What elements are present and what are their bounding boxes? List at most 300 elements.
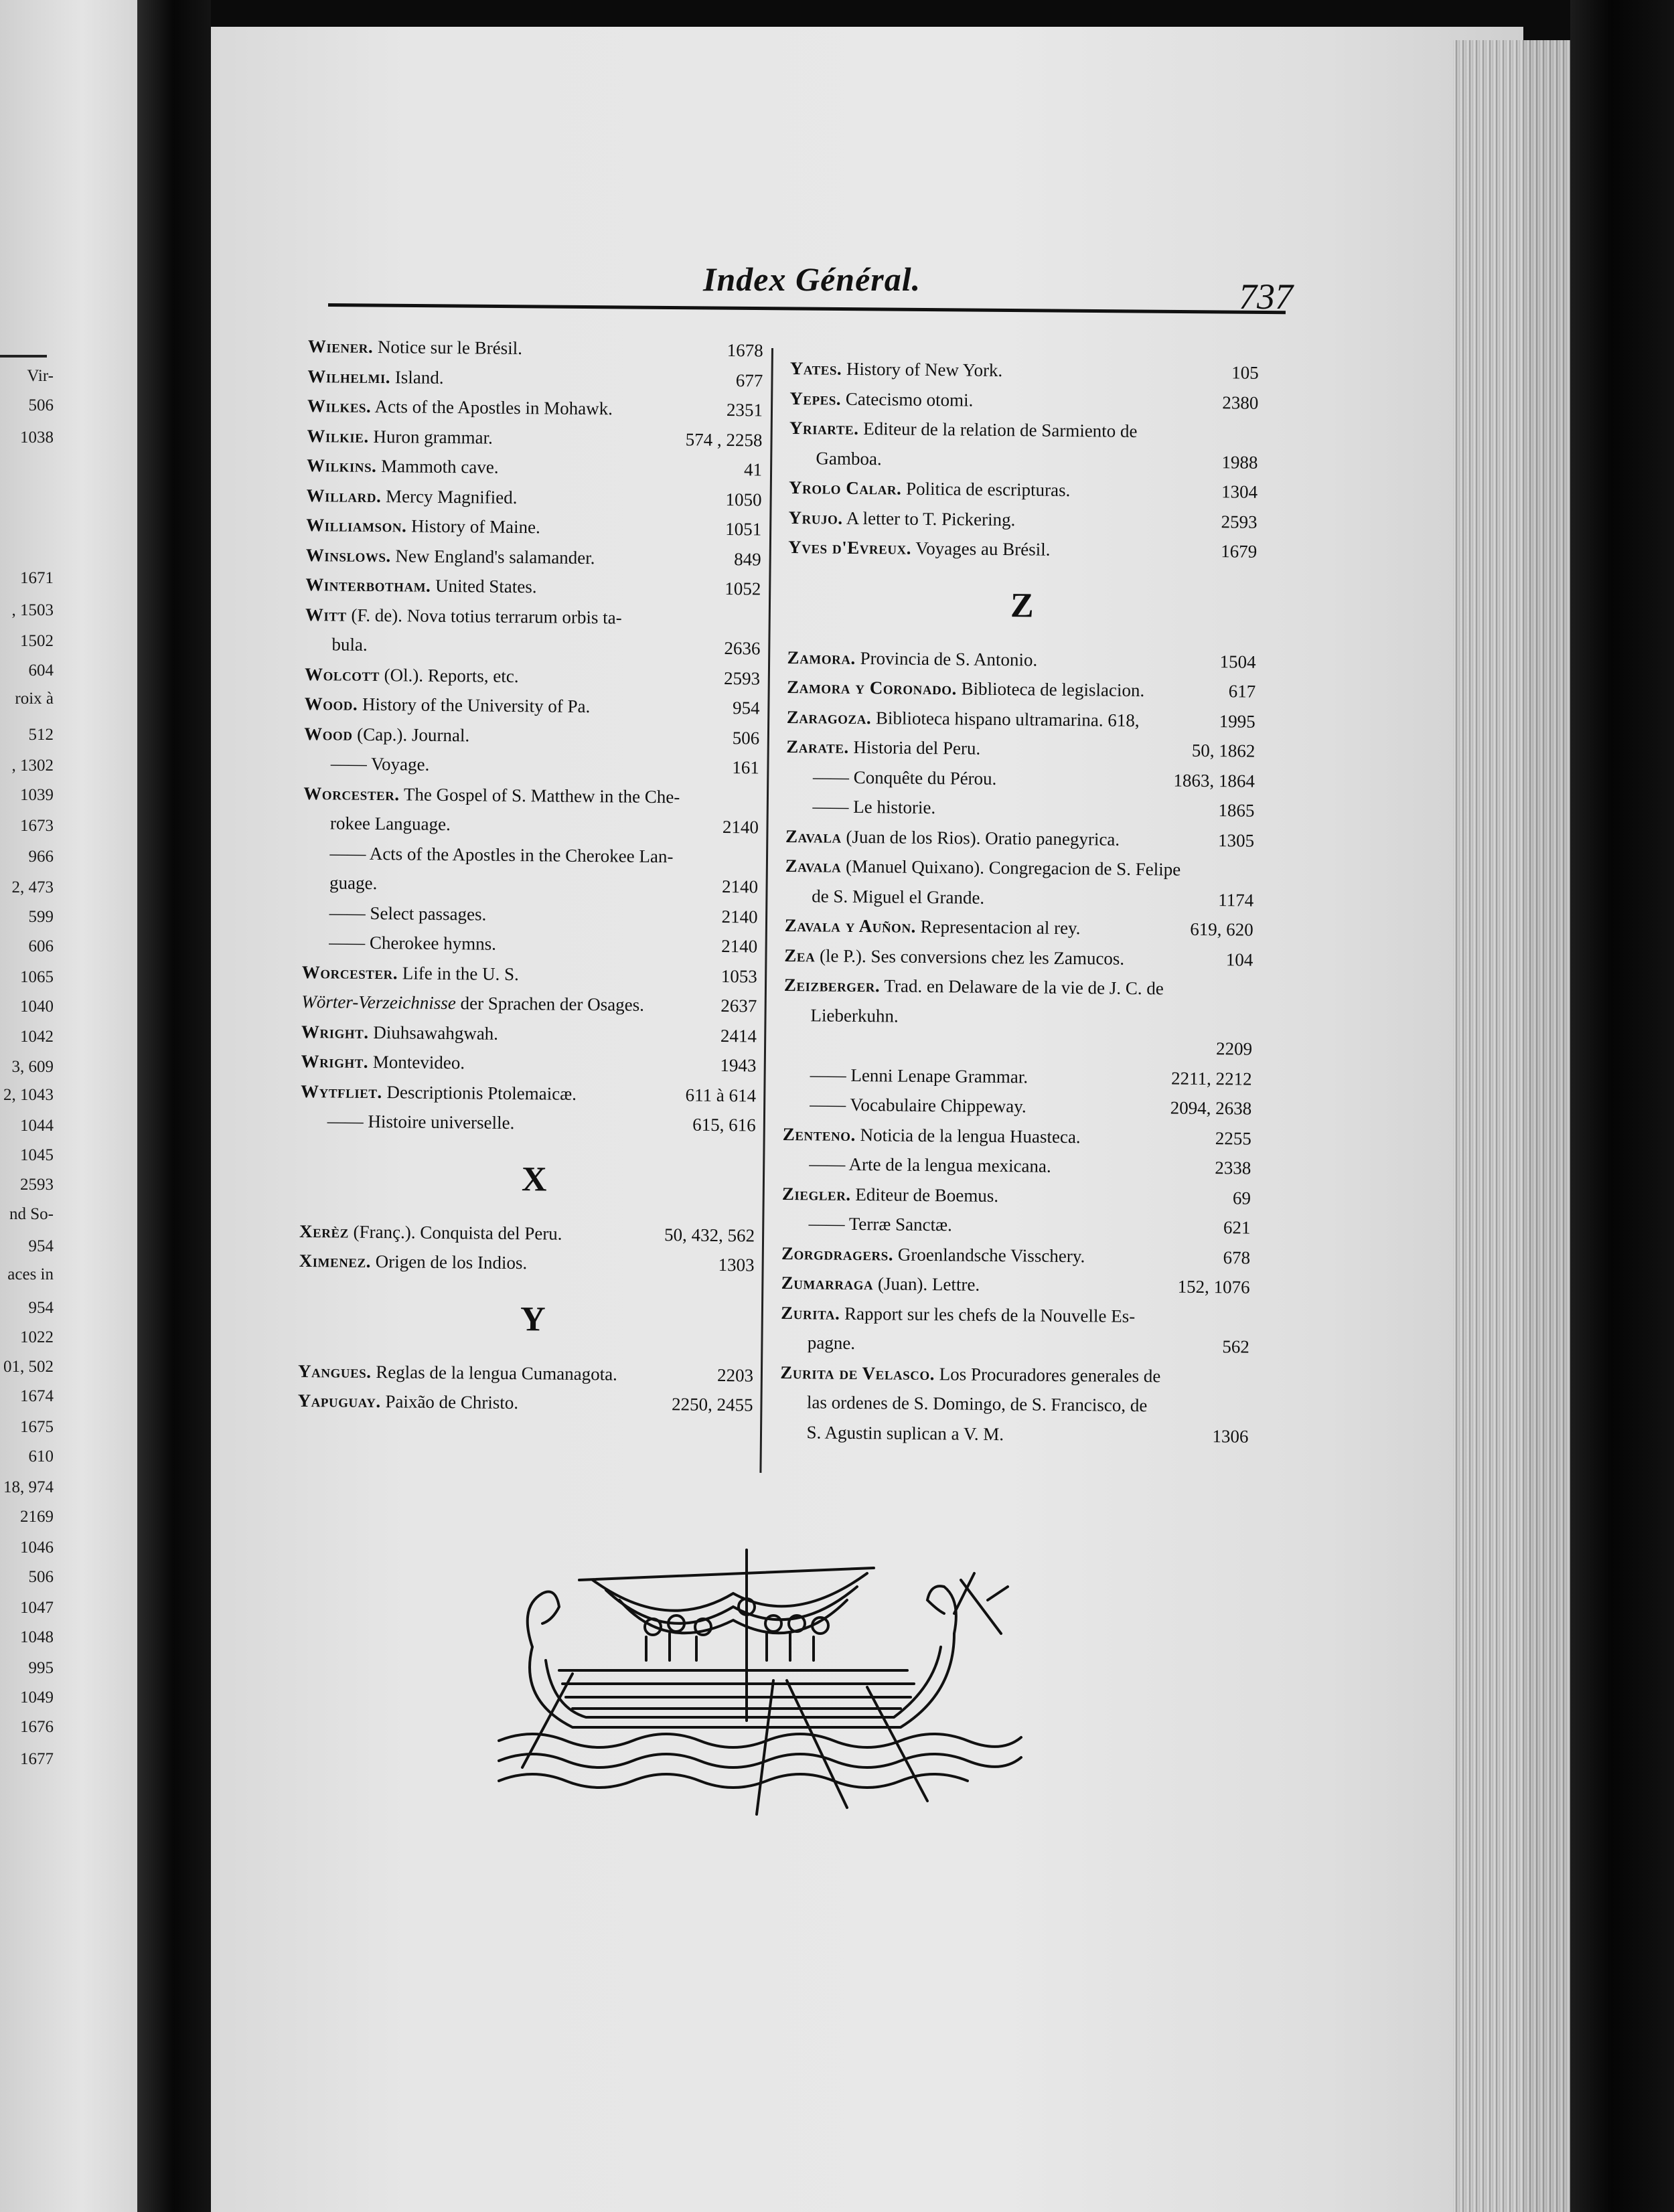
- entry-text: [304, 689, 590, 722]
- entry-page-ref: 1995: [1219, 710, 1256, 732]
- y-entries: [297, 1356, 753, 1420]
- page-number: 737: [1239, 276, 1293, 317]
- right-column: [779, 353, 1259, 1451]
- entry-title: Mammoth cave.: [376, 455, 499, 477]
- entry-text: [785, 821, 1120, 854]
- index-entry: [303, 838, 758, 872]
- entry-title: Biblioteca hispano ultramarina. 618,: [871, 707, 1140, 730]
- entry-text: [781, 1297, 1135, 1331]
- index-entry: [790, 353, 1259, 388]
- index-entry: [303, 778, 759, 812]
- entry-title: (Franç.). Conquista del Peru.: [348, 1221, 562, 1244]
- index-entry: [307, 391, 763, 425]
- entry-title: —— Lenni Lenape Grammar.: [810, 1064, 1029, 1087]
- entry-text: [788, 502, 1015, 534]
- entry-text: [302, 957, 519, 989]
- index-entry: [301, 1016, 757, 1050]
- index-entry: [785, 821, 1254, 855]
- entry-text: [304, 718, 469, 750]
- entry-author: Zamora y Coronado.: [787, 676, 957, 699]
- entry-page-ref: 152, 1076: [1177, 1276, 1250, 1297]
- index-entry: [307, 451, 762, 485]
- entry-title: guage.: [329, 872, 378, 894]
- entry-title: —— Arte de la lengua mexicana.: [809, 1154, 1051, 1176]
- previous-page-fragment: , 1503: [11, 601, 54, 619]
- entry-author: Wilkes.: [307, 395, 372, 416]
- entry-text: [786, 732, 980, 763]
- entry-title: Editeur de la relation de Sarmiento de: [858, 418, 1138, 441]
- entry-text: [782, 1149, 1051, 1181]
- entry-text: [785, 880, 984, 912]
- entry-page-ref: 41: [743, 459, 763, 480]
- entry-author: Yates.: [789, 358, 842, 379]
- entry-title: (Cap.). Journal.: [352, 724, 470, 745]
- entry-text: [784, 970, 1164, 1004]
- entry-text: [307, 391, 613, 424]
- entry-page-ref: 2250, 2455: [672, 1394, 753, 1415]
- entry-text: [303, 808, 451, 840]
- entry-page-ref: 1304: [1221, 481, 1258, 502]
- previous-page-fragment: 1042: [20, 1028, 54, 1046]
- entry-page-ref: 2140: [721, 935, 758, 957]
- entry-text: [307, 451, 499, 482]
- entry-page-ref: 619, 620: [1190, 919, 1253, 940]
- entry-title: Editeur de Boemus.: [850, 1184, 999, 1206]
- entry-page-ref: 506: [732, 727, 760, 748]
- entry-text: [304, 748, 430, 779]
- running-head: Index Général.: [703, 260, 921, 298]
- index-entry: [780, 1387, 1249, 1421]
- entry-author: Winterbotham.: [305, 574, 431, 596]
- entry-author: Wolcott: [304, 663, 380, 685]
- entry-title: Politica de escripturas.: [901, 478, 1071, 501]
- index-entry: [299, 1246, 754, 1280]
- entry-author: Yrolo Calar.: [788, 477, 902, 499]
- index-entry: [302, 897, 757, 931]
- entry-title: —— Vocabulaire Chippeway.: [810, 1094, 1026, 1117]
- entry-title: (le P.). Ses conversions chez les Zamucos.: [815, 945, 1125, 969]
- entry-title: (Ol.). Reports, etc.: [379, 664, 519, 686]
- entry-text: [780, 1357, 1160, 1391]
- previous-page-fragment: 1676: [20, 1718, 54, 1736]
- previous-page-rule: [0, 355, 47, 358]
- index-entry: [781, 1238, 1250, 1272]
- previous-page-fragment: Vir-: [27, 367, 54, 385]
- entry-page-ref: 50, 432, 562: [664, 1224, 755, 1245]
- previous-page-fragment: 1502: [20, 632, 54, 650]
- index-entry: [789, 383, 1258, 417]
- entry-text: [783, 1119, 1081, 1152]
- entry-text: [308, 331, 523, 364]
- index-entry: [784, 940, 1253, 974]
- entry-title: Los Procuradores generales de: [934, 1363, 1161, 1386]
- entry-title: Trad. en Delaware de la vie de J. C. de: [880, 975, 1164, 999]
- entry-title: —— Cherokee hymns.: [329, 932, 497, 954]
- index-entry: [308, 331, 763, 366]
- index-entry: [301, 1076, 756, 1110]
- entry-author: Yriarte.: [789, 417, 859, 439]
- entry-author: Zavala y Auñon.: [784, 915, 917, 937]
- index-entry: [305, 629, 760, 663]
- entry-text: [302, 897, 486, 929]
- entry-text: [789, 443, 882, 473]
- entry-title: Acts of the Apostles in Mohawk.: [371, 396, 613, 419]
- previous-page-fragment: 610: [28, 1447, 54, 1466]
- entry-title: pagne.: [807, 1332, 856, 1353]
- entry-text: [788, 532, 1051, 564]
- index-entry: [297, 1386, 753, 1420]
- index-entry: [301, 1046, 756, 1081]
- entry-title: —— Histoire universelle.: [327, 1111, 515, 1133]
- book-gutter: [137, 0, 211, 2212]
- entry-text: [786, 761, 997, 793]
- entry-author: Zavala: [785, 825, 842, 847]
- entry-title: —— Acts of the Apostles in the Cherokee Lan-: [329, 842, 674, 866]
- entry-page-ref: 2140: [722, 816, 759, 838]
- index-entry: [305, 599, 761, 633]
- entry-text: [784, 940, 1124, 973]
- entry-page-ref: 1988: [1221, 451, 1258, 473]
- entry-title: Catecismo otomi.: [840, 388, 974, 410]
- entry-page-ref: 1051: [725, 518, 762, 540]
- entry-page-ref: 849: [734, 548, 761, 570]
- index-entry: [788, 532, 1257, 566]
- previous-page-fragment: 1022: [20, 1328, 54, 1346]
- index-entry: [788, 502, 1257, 536]
- entry-author: Yapuguay.: [297, 1390, 381, 1412]
- entry-text: [297, 1386, 518, 1418]
- entry-title: Island.: [390, 366, 444, 388]
- section-letter-x: X: [521, 1160, 547, 1198]
- index-entry: [785, 851, 1253, 885]
- entry-text: [305, 599, 622, 632]
- entry-page-ref: 2211, 2212: [1170, 1068, 1252, 1089]
- entry-text: [783, 1000, 899, 1030]
- entry-title: History of the University of Pa.: [358, 694, 591, 717]
- entry-author: Zorgdragers.: [781, 1243, 894, 1265]
- entry-text: [781, 1268, 980, 1299]
- index-entry: [304, 718, 759, 753]
- index-entry: [306, 540, 761, 574]
- index-entry: [305, 659, 760, 693]
- entry-title: Paixão de Christo.: [380, 1391, 519, 1413]
- entry-title: Huron grammar.: [368, 426, 493, 448]
- entry-text: [303, 868, 378, 898]
- entry-author: Worcester.: [301, 961, 398, 983]
- page-edges: [1453, 40, 1570, 2212]
- entry-text: [301, 1016, 498, 1048]
- index-entry: [304, 748, 759, 783]
- entry-page-ref: 2255: [1215, 1127, 1251, 1149]
- index-entry: [298, 1356, 753, 1390]
- entry-title: rokee Language.: [329, 813, 451, 835]
- entry-page-ref: 2414: [720, 1025, 757, 1046]
- index-entry: [781, 1328, 1249, 1362]
- index-entry: [783, 1000, 1252, 1034]
- index-entry: [787, 702, 1256, 736]
- entry-title: Groenlandsche Visschery.: [893, 1244, 1085, 1266]
- right-y-entries: [788, 353, 1259, 566]
- index-entry: [787, 672, 1256, 706]
- entry-page-ref: 1053: [720, 965, 757, 986]
- entry-page-ref: 2351: [726, 400, 763, 420]
- index-entry: [299, 1216, 755, 1250]
- previous-page-fragment: 1671: [20, 569, 54, 587]
- entry-title: —— Voyage.: [330, 753, 430, 775]
- index-entry: [306, 480, 761, 514]
- entry-text: [782, 1178, 999, 1210]
- index-entry: [303, 808, 759, 842]
- x-entries: [299, 1216, 755, 1280]
- entry-title: de S. Miguel el Grande.: [812, 885, 985, 908]
- previous-page-fragment: 512: [28, 726, 54, 744]
- section-letter-y: Y: [520, 1299, 546, 1338]
- entry-text: [302, 927, 496, 959]
- entry-title: History of New York.: [842, 358, 1003, 381]
- entry-page-ref: 2636: [724, 637, 761, 659]
- entry-text: [790, 353, 1003, 386]
- previous-page-fragment: , 1302: [11, 757, 54, 775]
- entry-author: Zamora.: [787, 647, 856, 668]
- entry-author: Zeizberger.: [783, 974, 881, 996]
- previous-page-fragment: 2593: [20, 1176, 54, 1194]
- previous-page-fragment: roix à: [15, 690, 54, 708]
- entry-page-ref: 621: [1223, 1217, 1251, 1238]
- entry-title: Mercy Magnified.: [381, 485, 518, 507]
- entry-page-ref: 2593: [723, 667, 761, 689]
- entry-title: Diuhsawahgwah.: [368, 1022, 499, 1044]
- entry-page-ref: 50, 1862: [1191, 740, 1256, 761]
- previous-page-fragment: 1045: [20, 1146, 54, 1164]
- entry-page-ref: 2338: [1215, 1158, 1251, 1178]
- previous-page-fragment: 1046: [20, 1538, 54, 1557]
- entry-author: Wright.: [301, 1050, 369, 1072]
- entry-page-ref: 104: [1225, 949, 1253, 970]
- index-entry: [782, 1149, 1251, 1183]
- entry-text: [306, 540, 595, 572]
- entry-page-ref: 1174: [1218, 889, 1254, 911]
- entry-page-ref: 2203: [716, 1364, 754, 1385]
- previous-page-fragment: 1677: [20, 1750, 54, 1768]
- entry-title: Descriptionis Ptolemaicæ.: [382, 1081, 577, 1104]
- previous-page-fragment: 2, 473: [11, 878, 54, 896]
- index-entry: [781, 1297, 1249, 1332]
- entry-page-ref: 2593: [1221, 511, 1258, 532]
- previous-page-fragment: 1048: [20, 1628, 54, 1646]
- entry-text: [781, 1238, 1085, 1271]
- previous-page-fragment: 1039: [20, 786, 54, 804]
- entry-title: Historia del Peru.: [848, 736, 981, 759]
- previous-page-fragment: 506: [28, 396, 54, 414]
- entry-title: —— Select passages.: [329, 902, 487, 925]
- entry-text: [785, 911, 1081, 943]
- entry-text: [787, 672, 1144, 706]
- entry-title: Representacion al rey.: [915, 916, 1081, 939]
- previous-page-fragment: 1040: [20, 998, 54, 1016]
- book-cover-edge: [1570, 0, 1674, 2212]
- entry-title: Noticia de la lengua Huasteca.: [855, 1124, 1081, 1147]
- index-entry: [786, 732, 1255, 766]
- entry-title: History of Maine.: [406, 516, 540, 538]
- previous-page-fragment: 1044: [20, 1117, 54, 1135]
- entry-text: [299, 1216, 562, 1248]
- section-letter-z: Z: [1010, 586, 1035, 625]
- entry-title: bula.: [331, 634, 368, 655]
- previous-page-fragment: 599: [28, 908, 54, 926]
- index-entry: [303, 868, 758, 902]
- previous-page-fragment: 18, 974: [3, 1478, 54, 1496]
- previous-page-fragment: 1049: [20, 1688, 54, 1707]
- entry-page-ref: 1303: [718, 1254, 755, 1275]
- entry-text: [783, 1089, 1026, 1121]
- previous-page-fragment: 1674: [20, 1387, 54, 1405]
- index-entry: [307, 361, 763, 395]
- index-entry: [782, 1178, 1251, 1212]
- entry-title: (F. de). Nova totius terrarum orbis ta-: [346, 605, 622, 628]
- index-entry: [785, 911, 1253, 945]
- entry-page-ref: 1865: [1218, 800, 1255, 821]
- entry-title: Origen de los Indios.: [370, 1251, 528, 1273]
- entry-title: der Sprachen der Osages.: [455, 993, 645, 1015]
- entry-title: Lieberkuhn.: [810, 1004, 899, 1026]
- entry-text: [783, 1059, 1028, 1091]
- previous-page-fragment: 1047: [20, 1599, 54, 1617]
- previous-page-fragment: 506: [28, 1568, 54, 1586]
- entry-page-ref: 2140: [721, 876, 759, 897]
- previous-page-fragment: 1675: [20, 1418, 54, 1436]
- entry-author: Ximenez.: [299, 1250, 372, 1271]
- entry-page-ref: 678: [1223, 1247, 1251, 1268]
- entry-author: Zumarraga: [781, 1272, 874, 1294]
- entry-page-ref: 2380: [1222, 392, 1259, 413]
- index-entry: [780, 1357, 1249, 1391]
- previous-page-fragment: 954: [28, 1299, 54, 1317]
- previous-page-fragment: nd So-: [9, 1205, 54, 1223]
- index-entry: [786, 761, 1255, 795]
- previous-page-fragment: 01, 502: [3, 1358, 54, 1376]
- entry-page-ref: 677: [735, 370, 763, 391]
- entry-page-ref: 611 à 614: [685, 1084, 757, 1105]
- entry-page-ref: 105: [1231, 362, 1259, 383]
- entry-page-ref: 69: [1232, 1187, 1251, 1208]
- entry-author: Wytfliet.: [300, 1081, 382, 1102]
- entry-page-ref: 1943: [720, 1054, 757, 1076]
- entry-author: Wilkins.: [306, 455, 377, 476]
- previous-page-fragment: 954: [28, 1237, 54, 1255]
- entry-text: [779, 1417, 1004, 1449]
- ship-woodcut-illustration: [492, 1526, 1028, 1828]
- entry-text: [301, 987, 644, 1020]
- entry-text: [789, 413, 1138, 446]
- entry-text: [300, 1106, 514, 1138]
- entry-page-ref: 562: [1222, 1336, 1249, 1357]
- entry-text: [789, 473, 1071, 505]
- entry-page-ref: 1050: [725, 489, 762, 510]
- previous-page-edge: [0, 0, 137, 2212]
- entry-author: Winslows.: [305, 544, 391, 566]
- entry-text: [785, 791, 935, 823]
- entry-italic-title: Wörter-Verzeichnisse: [301, 991, 456, 1014]
- previous-page-fragment: 1065: [20, 968, 54, 986]
- entry-author: Xerèz: [299, 1220, 349, 1242]
- entry-page-ref: 617: [1228, 681, 1256, 702]
- entry-author: Wood: [304, 723, 353, 744]
- entry-author: Zavala: [785, 855, 842, 876]
- entry-text: [301, 1046, 465, 1078]
- entry-title: —— Terræ Sanctæ.: [808, 1213, 953, 1235]
- entry-text: [303, 838, 673, 871]
- entry-author: Zarate.: [786, 736, 849, 757]
- entry-page-ref: 2094, 2638: [1170, 1097, 1252, 1119]
- entry-author: Wilkie.: [307, 425, 369, 447]
- entry-title: A letter to T. Pickering.: [842, 507, 1016, 530]
- entry-title: Gamboa.: [816, 447, 882, 469]
- index-entry: [300, 1106, 755, 1140]
- entry-title: las ordenes de S. Domingo, de S. Francisco, de: [806, 1392, 1148, 1416]
- entry-author: Wright.: [301, 1021, 369, 1042]
- left-entries: [300, 331, 763, 1140]
- previous-page-fragment: 3, 609: [11, 1058, 54, 1076]
- entry-page-ref: 1305: [1217, 830, 1255, 851]
- entry-title: Notice sur le Brésil.: [373, 336, 523, 359]
- entry-author: Witt: [305, 604, 347, 625]
- entry-author: Yangues.: [297, 1360, 372, 1382]
- index-entry: [783, 1089, 1251, 1123]
- entry-page-ref: 1679: [1221, 541, 1258, 562]
- previous-page-fragment: aces in: [7, 1265, 54, 1283]
- entry-title: (Juan). Lettre.: [873, 1273, 980, 1295]
- entry-page-ref: 1504: [1219, 651, 1256, 672]
- entry-author: Yves d'Evreux.: [788, 536, 912, 558]
- entry-author: Zea: [784, 945, 816, 965]
- index-entry: [789, 473, 1258, 507]
- z-entries: [779, 642, 1256, 1451]
- entry-author: Wood.: [304, 693, 358, 714]
- entry-page-ref: 574 , 2258: [685, 428, 763, 451]
- entry-text: [781, 1328, 856, 1358]
- entry-author: Worcester.: [303, 783, 400, 804]
- entry-text: [789, 383, 973, 414]
- entry-title: Reglas de la lengua Cumanagota.: [371, 1361, 618, 1385]
- entry-author: Zenteno.: [782, 1123, 856, 1145]
- previous-page-fragment: 1038: [20, 428, 54, 447]
- previous-page-fragment: 966: [28, 848, 54, 866]
- entry-title: Life in the U. S.: [397, 962, 519, 984]
- index-entry: [789, 413, 1258, 447]
- index-entry: [781, 1268, 1249, 1302]
- entry-page-ref: 161: [732, 757, 759, 778]
- entry-text: [305, 629, 368, 659]
- entry-text: [307, 420, 493, 452]
- entry-text: [305, 570, 537, 602]
- entry-text: [303, 778, 680, 811]
- previous-page-fragment: 606: [28, 937, 54, 955]
- left-column: [297, 331, 763, 1420]
- index-entry: [302, 927, 757, 961]
- entry-text: [306, 480, 517, 512]
- entry-title: (Manuel Quixano). Congregacion de S. Felipe: [841, 856, 1181, 880]
- entry-author: Yrujo.: [788, 507, 843, 528]
- previous-page-fragment: 604: [28, 661, 54, 680]
- index-entry: [785, 791, 1254, 825]
- entry-page-ref: 2637: [720, 995, 757, 1016]
- entry-page-ref: 2140: [721, 906, 758, 927]
- entry-page-ref: 2209: [1215, 1038, 1253, 1059]
- entry-text: [781, 1208, 952, 1240]
- entry-text: [306, 510, 540, 542]
- index-entry: [781, 1208, 1250, 1243]
- entry-author: Willard.: [306, 485, 382, 506]
